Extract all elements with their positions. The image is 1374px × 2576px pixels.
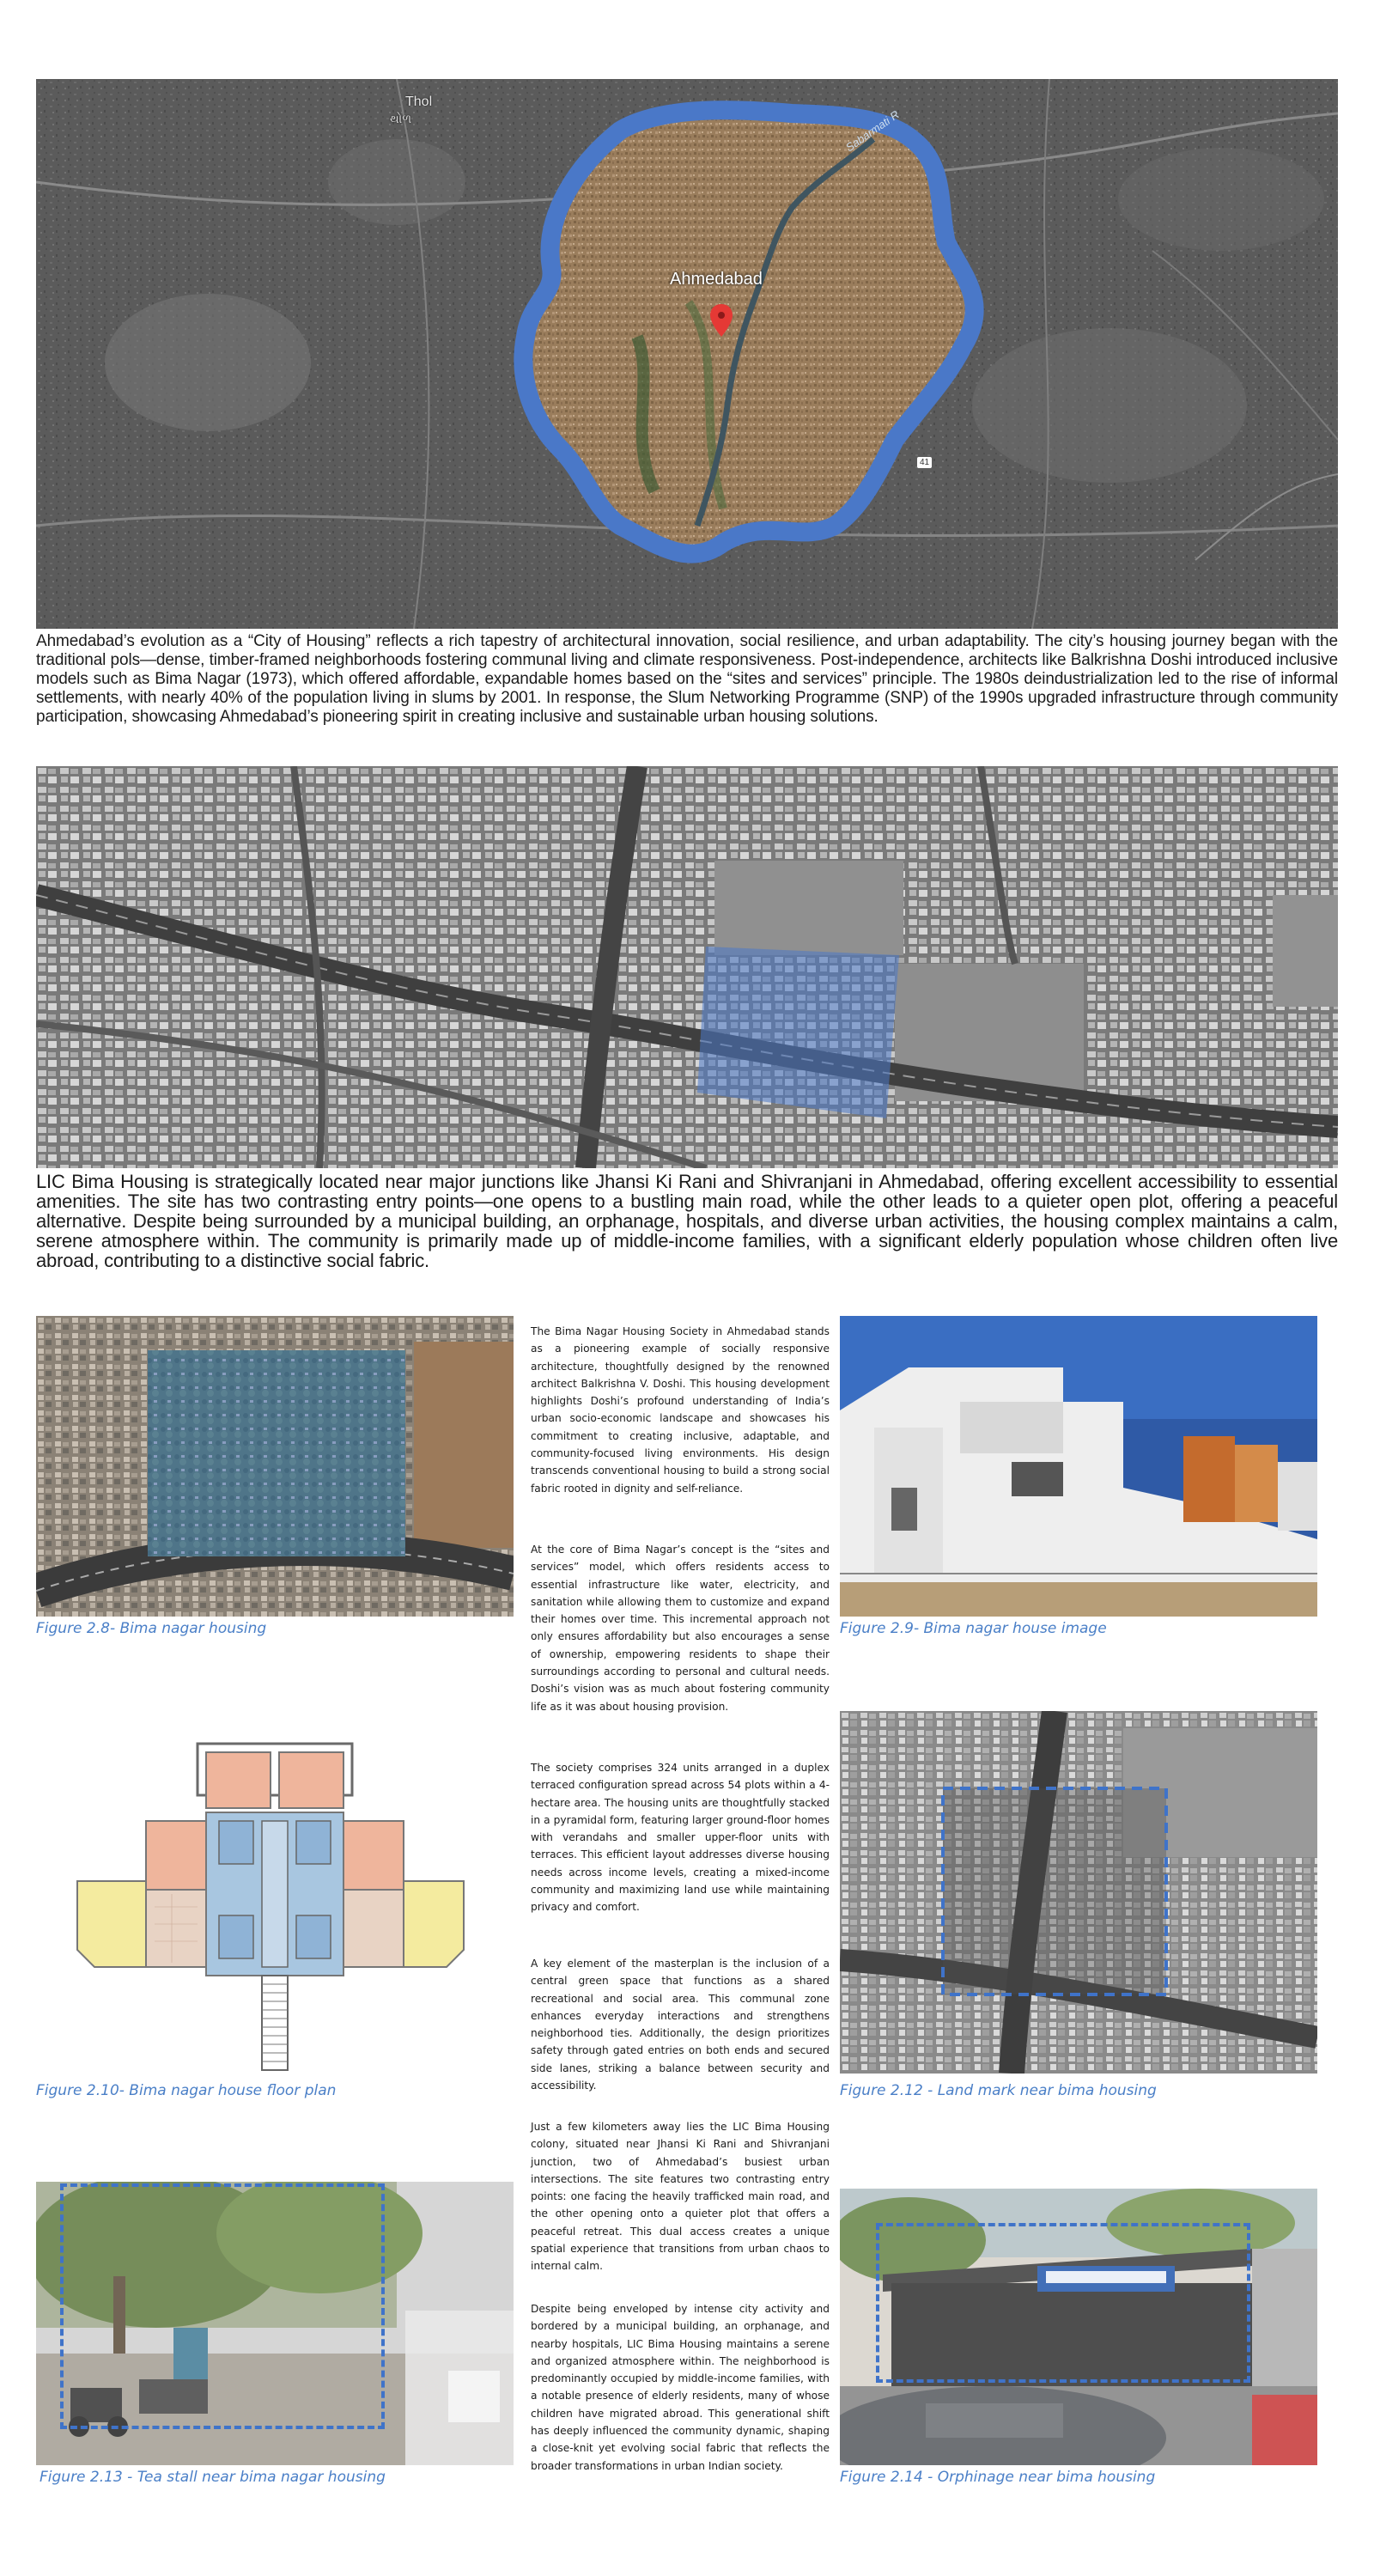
city-map-graphic — [36, 79, 1338, 629]
caption-fig-2-9: Figure 2.9- Bima nagar house image — [840, 1620, 1107, 1637]
intro-paragraph: Ahmedabad’s evolution as a “City of Housing” reflects a rich tapestry of architectural innovation, social resilience, and urban adaptability. The city’s housing journey began with the traditional pols—dense, timber-framed neighborhoods fostering communal living and climate responsiveness. Post-independence, architects like Balkrishna Doshi introduced inclusive models such as Bima Nagar (1973), which offered affordable, expandable homes based on the “sites and services” principle. The 1980s deindustrialization led to the rise of informal settlements, with nearly 40% of the population living in slums by 2001. In response, the Slum Networking Programme (SNP) of the 1990s upgraded infrastructure through community participation, showcasing Ahmedabad’s pioneering spirit in creating inclusive and sustainable urban housing solutions. — [36, 632, 1338, 726]
bima-nagar-house-photo — [840, 1316, 1317, 1617]
floor-plan-image — [69, 1726, 481, 2079]
map-label-river: Sabarmati R — [843, 107, 902, 155]
column-paragraph-4: A key element of the masterplan is the inclusion of a central green space that functions as a shared recreational and social area. This communal zone enhances everyday interactions and strengthens neighborhood ties. Additionally, the design prioritizes safety through gated entries on both ends and secured side lanes, striking a balance between security and accessibility. — [531, 1958, 830, 2092]
column-paragraph-2: At the core of Bima Nagar’s concept is the “sites and services” model, which offers residents access to essential infrastructure like water, electricity, and sanitation while allowing them to customize and expand their homes over time. This incremental approach not only ensures affordability but also encourages a sense of ownership, empowering residents to shape their surroundings according to personal and cultural needs. Doshi’s vision was as much about fostering community life as it was about housing provision. — [531, 1544, 830, 1713]
orphanage-highlight-frame — [876, 2223, 1250, 2383]
map-label-thol: Thol — [405, 94, 433, 109]
floor-plan-graphic — [69, 1726, 481, 2079]
column-paragraph-3: The society comprises 324 units arranged in a duplex terraced configuration spread across 54 plots within a 4-hectare area. The housing units are thoughtfully stacked in a pyramidal form, featuring larger ground-floor homes with verandahs and smaller upper-floor units with terraces. This efficient layout addresses diverse housing needs across income levels, creating a mixed-income community and maximizing land use while maintaining privacy and comfort. — [531, 1762, 830, 1914]
site-aerial-image — [36, 766, 1338, 1168]
landmark-aerial-image — [840, 1711, 1317, 2074]
map-label-city: Ahmedabad — [670, 270, 763, 289]
column-paragraph-1: The Bima Nagar Housing Society in Ahmedabad stands as a pioneering example of socially responsive architecture, thoughtfully designed by the renowned architect Balkrishna V. Doshi. This housing development highlights Doshi’s profound understanding of India’s urban socio-economic landscape and showcases his commitment to creating inclusive, adaptable, and community-focused living environments. His design transcends conventional housing to build a strong social fabric rooted in dignity and self-reliance. — [531, 1325, 830, 1495]
tea-stall-photo — [36, 2182, 514, 2465]
map-label-road: 41 — [917, 457, 932, 468]
site-aerial-graphic — [36, 766, 1338, 1168]
tea-stall-highlight-frame — [60, 2183, 385, 2429]
caption-fig-2-12: Figure 2.12 - Land mark near bima housing — [840, 2082, 1157, 2099]
map-label-thol-local: થોળ — [390, 112, 412, 125]
column-paragraph-5: Just a few kilometers away lies the LIC Bima Housing colony, situated near Jhansi Ki Rani and Shivranjani junction, two of Ahmedabad’s busiest urban intersections. The site features two contrasting entry points: one facing the heavily trafficked main road, and the other opening onto a quieter plot that offers a peaceful retreat. This dual access creates a unique spatial experience that transitions from urban chaos to internal calm. — [531, 2121, 830, 2273]
column-paragraph-6: Despite being enveloped by intense city activity and bordered by a municipal building, an orphanage, and nearby hospitals, LIC Bima Housing maintains a serene and organized atmosphere within. The neighborhood is predominantly occupied by middle-income families, with a notable presence of elderly residents, many of whose children have migrated abroad. This generational shift has deeply influenced the community dynamic, shaping a close-knit yet evolving social fabric that reflects the broader transformations in urban Indian society. — [531, 2303, 830, 2472]
bima-nagar-aerial-image — [36, 1316, 514, 1617]
caption-fig-2-13: Figure 2.13 - Tea stall near bima nagar housing — [40, 2469, 386, 2486]
caption-fig-2-8: Figure 2.8- Bima nagar housing — [36, 1620, 267, 1637]
city-map-image — [36, 79, 1338, 629]
caption-fig-2-14: Figure 2.14 - Orphinage near bima housing — [840, 2469, 1156, 2486]
orphanage-photo — [840, 2189, 1317, 2465]
site-paragraph: LIC Bima Housing is strategically located near major junctions like Jhansi Ki Rani and Shivranjani in Ahmedabad, offering excellent accessibility to essential amenities. The site has two contrasting entry points—one opens to a bustling main road, while the other leads to a quieter open plot, offering a peaceful alternative. Despite being surrounded by a municipal building, an orphanage, hospitals, and diverse urban activities, the housing complex maintains a calm, serene atmosphere within. The community is primarily made up of middle-income families, with a significant elderly population whose children often live abroad, contributing to a distinctive social fabric. — [36, 1171, 1338, 1271]
caption-fig-2-10: Figure 2.10- Bima nagar house floor plan — [36, 2082, 337, 2099]
